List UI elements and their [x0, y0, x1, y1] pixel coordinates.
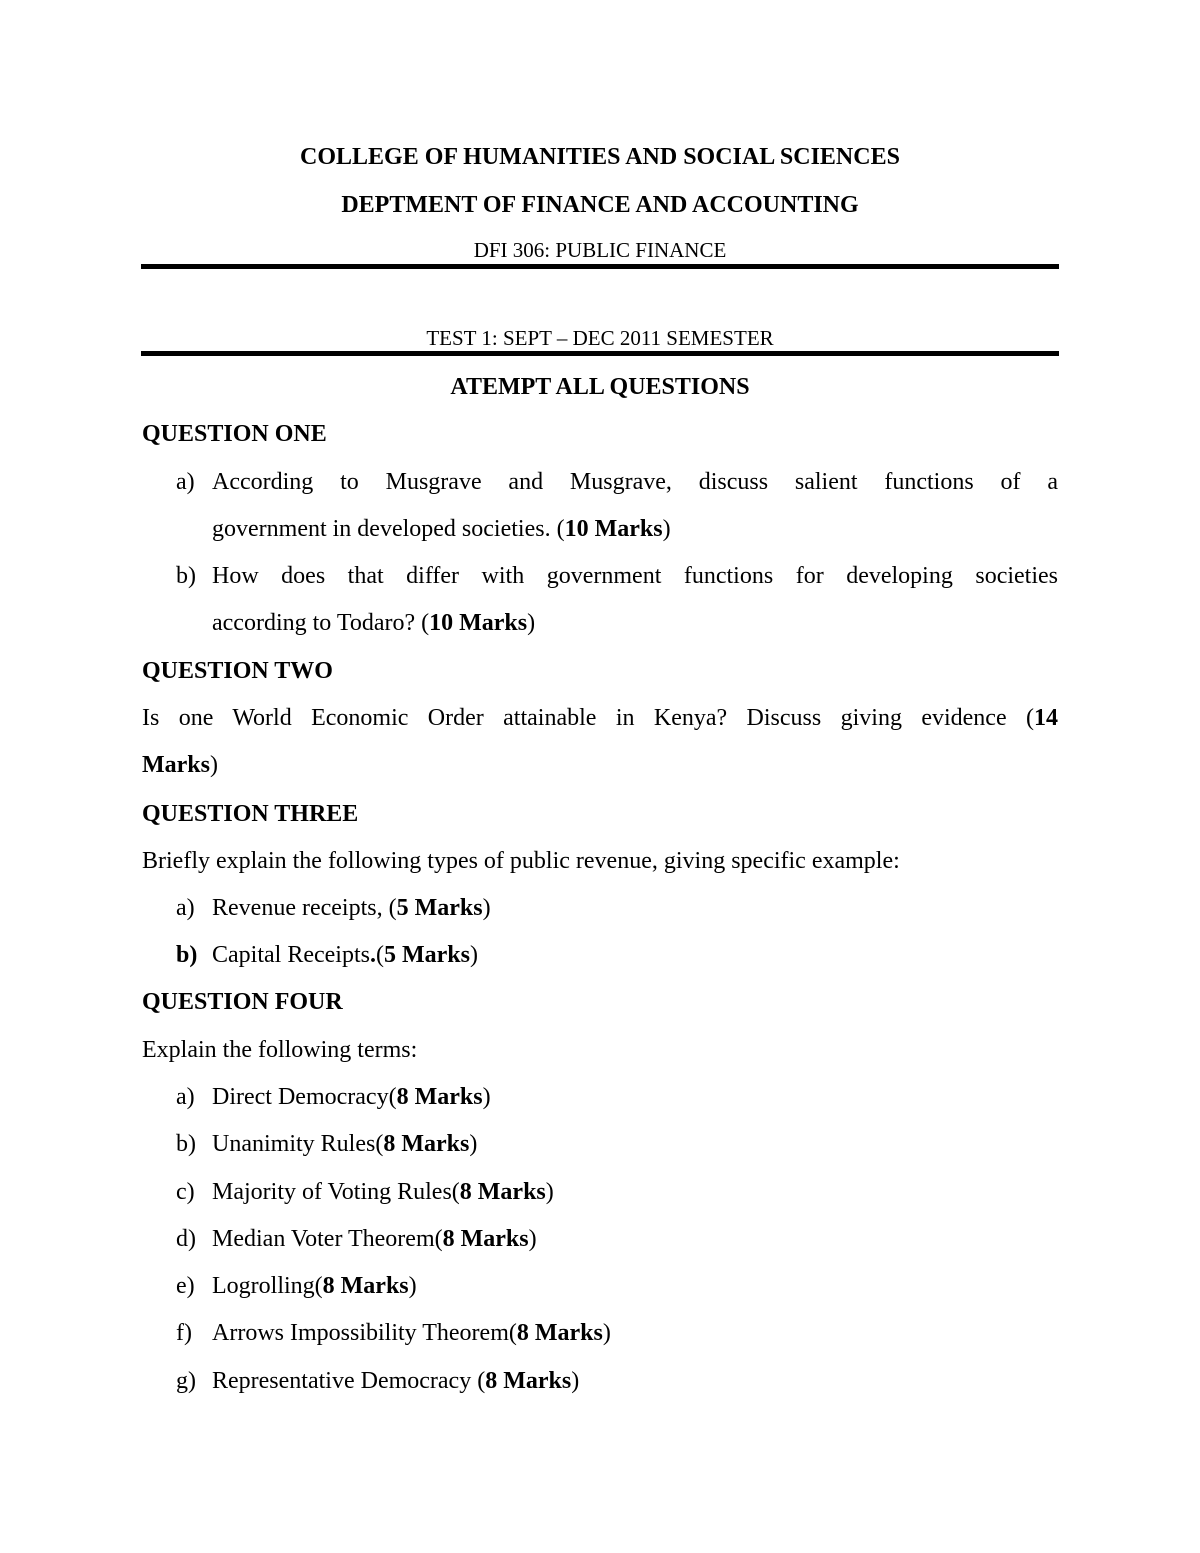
question-four-a: a) Direct Democracy(8 Marks) [176, 1084, 491, 1110]
marks: 10 Marks [564, 516, 663, 542]
header-rule-top [141, 264, 1059, 269]
marks: 8 Marks [383, 1131, 470, 1157]
item-text-line2: according to Todaro? (10 Marks) [212, 610, 536, 636]
marks: Marks [142, 752, 210, 778]
department-name: DEPTMENT OF FINANCE AND ACCOUNTING [341, 192, 859, 218]
instruction: ATEMPT ALL QUESTIONS [450, 374, 750, 400]
marks: 8 Marks [485, 1368, 572, 1394]
question-three-intro: Briefly explain the following types of public revenue, giving specific example: [142, 848, 900, 874]
question-four-b: b) Unanimity Rules(8 Marks) [176, 1131, 478, 1157]
item-text-line1: According to Musgrave and Musgrave, discuss salient functions of a [212, 469, 1058, 495]
marks: 14 [1034, 705, 1058, 731]
marks: 8 Marks [516, 1320, 603, 1346]
item-label: b) [176, 563, 196, 589]
question-four-intro: Explain the following terms: [142, 1037, 418, 1063]
marks: 8 Marks [396, 1084, 483, 1110]
marks: 8 Marks [322, 1273, 409, 1299]
question-three-b: b) Capital Receipts.(5 Marks) [176, 942, 478, 968]
question-four-e: e) Logrolling(8 Marks) [176, 1273, 417, 1299]
question-one-title: QUESTION ONE [142, 421, 327, 447]
marks: 5 Marks [383, 942, 470, 968]
question-four-g: g) Representative Democracy (8 Marks) [176, 1368, 580, 1394]
test-title: TEST 1: SEPT – DEC 2011 SEMESTER [426, 326, 774, 350]
question-three-title: QUESTION THREE [142, 801, 359, 827]
marks: 8 Marks [459, 1179, 546, 1205]
question-four-d: d) Median Voter Theorem(8 Marks) [176, 1226, 537, 1252]
item-label: a) [176, 469, 195, 495]
item-text-line2: government in developed societies. (10 Marks) [212, 516, 671, 542]
marks: 8 Marks [442, 1226, 529, 1252]
item-text-line1: How does that differ with government functions for developing societies [212, 563, 1058, 589]
question-four-title: QUESTION FOUR [142, 989, 343, 1015]
question-four-c: c) Majority of Voting Rules(8 Marks) [176, 1179, 554, 1205]
question-four-f: f) Arrows Impossibility Theorem(8 Marks) [176, 1320, 611, 1346]
question-two-text-line2: Marks) [142, 752, 218, 778]
college-name: COLLEGE OF HUMANITIES AND SOCIAL SCIENCES [300, 144, 900, 170]
question-two-text-line1: Is one World Economic Order attainable in Kenya? Discuss giving evidence (14 [142, 705, 1058, 731]
marks: 10 Marks [429, 610, 528, 636]
header-rule-bottom [141, 351, 1059, 356]
course-title: DFI 306: PUBLIC FINANCE [473, 238, 727, 262]
question-two-title: QUESTION TWO [142, 658, 333, 684]
question-three-a: a) Revenue receipts, (5 Marks) [176, 895, 491, 921]
marks: 5 Marks [396, 895, 483, 921]
